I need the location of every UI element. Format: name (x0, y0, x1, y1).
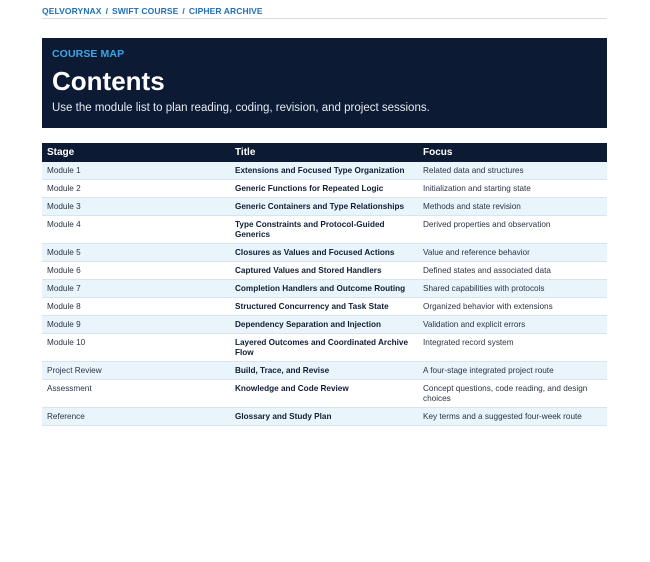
column-header-stage: Stage (42, 143, 230, 162)
table-row (42, 380, 607, 408)
hero-eyebrow: COURSE MAP (52, 48, 125, 60)
cell-focus: Integrated record system (418, 334, 607, 362)
column-header-focus: Focus (418, 143, 607, 162)
breadcrumb-item-archive[interactable]: CIPHER ARCHIVE (188, 6, 263, 16)
cell-title: Captured Values and Stored Handlers (230, 262, 418, 280)
table-row (42, 244, 607, 262)
breadcrumb-separator: / (182, 6, 185, 16)
cell-stage: Module 5 (42, 244, 230, 262)
table-header-row (42, 143, 607, 162)
cell-focus: Validation and explicit errors (418, 316, 607, 334)
page-title: Contents (52, 66, 165, 96)
column-header-title: Title (230, 143, 418, 162)
cell-stage: Reference (42, 408, 230, 426)
cell-focus: A four-stage integrated project route (418, 362, 607, 380)
cell-title: Type Constraints and Protocol-Guided Generics (230, 216, 418, 244)
hero-lede: Use the module list to plan reading, coding, revision, and project sessions. (52, 102, 430, 114)
table-row (42, 262, 607, 280)
cell-stage: Module 3 (42, 198, 230, 216)
cell-title: Build, Trace, and Revise (230, 362, 418, 380)
table-row (42, 362, 607, 380)
cell-stage: Module 8 (42, 298, 230, 316)
table-row (42, 316, 607, 334)
cell-title: Extensions and Focused Type Organization (230, 162, 418, 180)
cell-focus: Concept questions, code reading, and design choices (418, 380, 607, 408)
cell-focus: Organized behavior with extensions (418, 298, 607, 316)
table-header (42, 143, 607, 162)
cell-focus: Value and reference behavior (418, 244, 607, 262)
table-row (42, 298, 607, 316)
cell-focus: Defined states and associated data (418, 262, 607, 280)
table-row (42, 180, 607, 198)
cell-title: Dependency Separation and Injection (230, 316, 418, 334)
cell-title: Generic Containers and Type Relationships (230, 198, 418, 216)
hero-banner (42, 38, 607, 128)
table-row (42, 280, 607, 298)
cell-focus: Methods and state revision (418, 198, 607, 216)
cell-focus: Shared capabilities with protocols (418, 280, 607, 298)
cell-stage: Module 1 (42, 162, 230, 180)
breadcrumb-item-course[interactable]: SWIFT COURSE (112, 6, 179, 16)
breadcrumb-item-home[interactable]: QELVORYNAX (42, 6, 102, 16)
table-row (42, 162, 607, 180)
cell-stage: Module 2 (42, 180, 230, 198)
cell-title: Glossary and Study Plan (230, 408, 418, 426)
cell-title: Generic Functions for Repeated Logic (230, 180, 418, 198)
cell-stage: Project Review (42, 362, 230, 380)
table-body (42, 162, 607, 426)
cell-focus: Initialization and starting state (418, 180, 607, 198)
cell-stage: Module 4 (42, 216, 230, 244)
breadcrumb (42, 6, 607, 19)
cell-focus: Derived properties and observation (418, 216, 607, 244)
cell-title: Knowledge and Code Review (230, 380, 418, 408)
cell-title: Layered Outcomes and Coordinated Archive Flow (230, 334, 418, 362)
cell-stage: Module 9 (42, 316, 230, 334)
cell-title: Structured Concurrency and Task State (230, 298, 418, 316)
table-row (42, 408, 607, 426)
cell-stage: Module 7 (42, 280, 230, 298)
cell-title: Closures as Values and Focused Actions (230, 244, 418, 262)
cell-focus: Key terms and a suggested four-week route (418, 408, 607, 426)
breadcrumb-separator: / (105, 6, 109, 16)
table-row (42, 216, 607, 244)
cell-stage: Module 6 (42, 262, 230, 280)
cell-stage: Assessment (42, 380, 230, 408)
cell-focus: Related data and structures (418, 162, 607, 180)
cell-title: Completion Handlers and Outcome Routing (230, 280, 418, 298)
contents-table (42, 143, 607, 426)
table-row (42, 334, 607, 362)
cell-stage: Module 10 (42, 334, 230, 362)
table-row (42, 198, 607, 216)
